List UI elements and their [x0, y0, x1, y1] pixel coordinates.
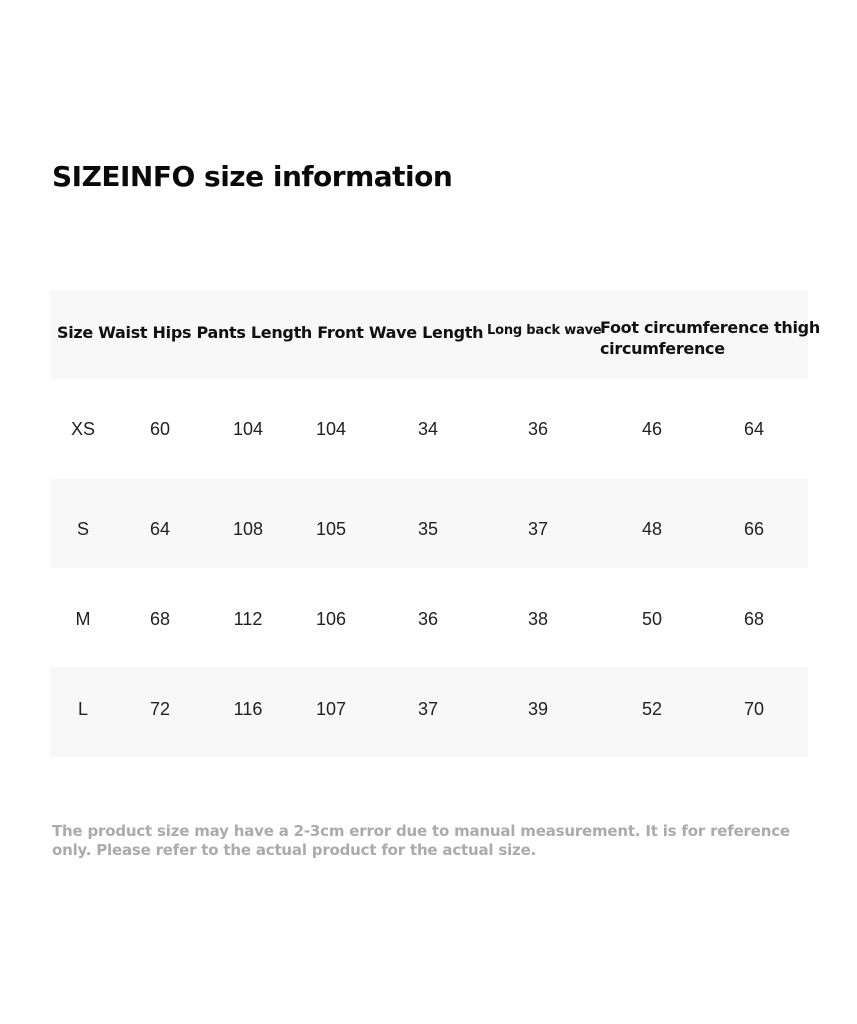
- table-cell: 48: [641, 519, 663, 539]
- table-header-foot-thigh: Foot circumference thigh circumference: [600, 318, 820, 358]
- table-cell: 34: [417, 419, 439, 439]
- table-header-labels: Size Waist Hips Pants Length Front Wave Length: [57, 323, 484, 342]
- table-cell: 60: [149, 419, 171, 439]
- table-cell: 64: [149, 519, 171, 539]
- table-cell: 104: [315, 419, 347, 439]
- table-cell: 106: [315, 609, 347, 629]
- table-cell: 50: [641, 609, 663, 629]
- table-cell: 116: [233, 699, 263, 719]
- table-cell: 64: [743, 419, 765, 439]
- size-label-cell: XS: [70, 419, 95, 439]
- size-label-cell: S: [76, 519, 89, 539]
- table-cell: 36: [417, 609, 439, 629]
- size-label-cell: L: [77, 699, 88, 719]
- table-cell: 112: [233, 609, 263, 629]
- table-cell: 46: [641, 419, 663, 439]
- table-cell: 108: [232, 519, 264, 539]
- table-header-long-back-wave: Long back wave: [487, 323, 602, 338]
- table-cell: 52: [641, 699, 663, 719]
- measurement-note: The product size may have a 2-3cm error due to manual measurement. It is for reference only. Please refer to the actual product for the actual size.: [52, 822, 790, 859]
- table-cell: 66: [743, 519, 765, 539]
- table-cell: 37: [417, 699, 439, 719]
- table-cell: 72: [149, 699, 171, 719]
- table-cell: 37: [527, 519, 549, 539]
- table-cell: 68: [149, 609, 171, 629]
- page-title: SIZEINFO size information: [52, 160, 453, 193]
- table-cell: 104: [232, 419, 264, 439]
- table-cell: 39: [527, 699, 549, 719]
- table-cell: 70: [743, 699, 765, 719]
- table-cell: 35: [417, 519, 439, 539]
- table-cell: 36: [527, 419, 549, 439]
- table-cell: 68: [743, 609, 765, 629]
- table-cell: 38: [527, 609, 549, 629]
- table-cell: 107: [315, 699, 347, 719]
- table-cell: 105: [315, 519, 347, 539]
- size-label-cell: M: [75, 609, 91, 629]
